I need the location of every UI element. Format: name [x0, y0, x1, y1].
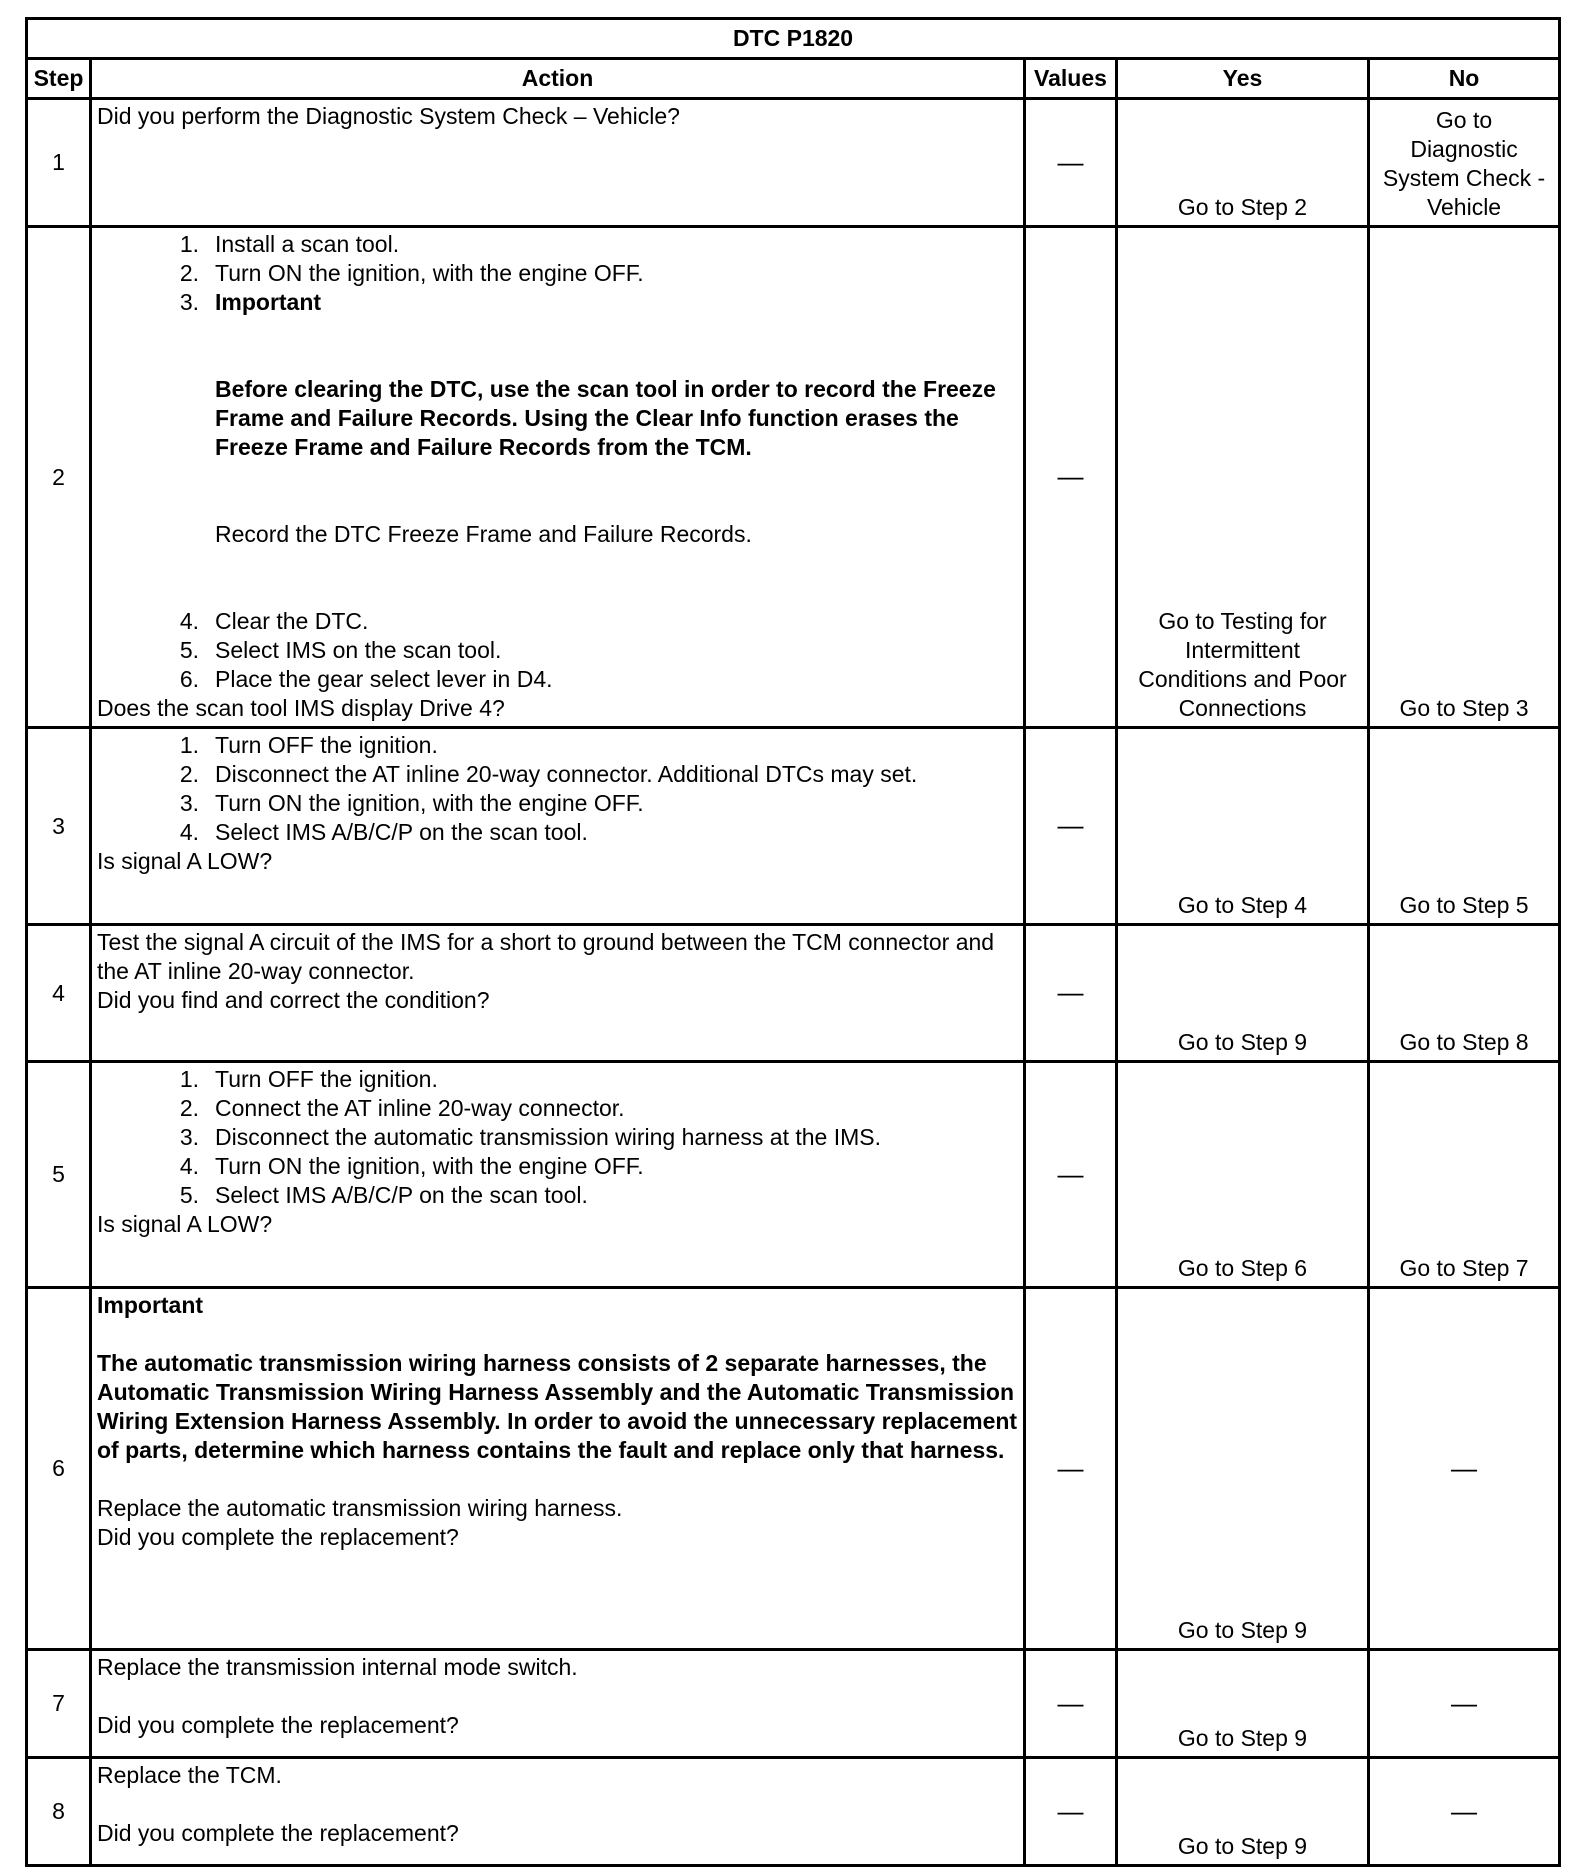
- no-cell: —: [1369, 1650, 1560, 1758]
- step-number: 1: [27, 99, 91, 227]
- action-text: Replace the transmission internal mode switch.: [97, 1654, 578, 1680]
- values-cell: —: [1025, 227, 1117, 728]
- yes-cell: Go to Step 2: [1117, 99, 1369, 227]
- values-cell: —: [1025, 1758, 1117, 1866]
- table-row: [27, 1288, 1560, 1650]
- values-cell: —: [1025, 1062, 1117, 1288]
- action-cell: [91, 1062, 1025, 1288]
- list-item: 1. Install a scan tool.: [179, 231, 400, 257]
- step-number: 7: [27, 1650, 91, 1758]
- list-item: 2. Disconnect the AT inline 20-way connector. Additional DTCs may set.: [179, 761, 918, 787]
- action-cell: [91, 1288, 1025, 1650]
- table-row: [27, 1650, 1560, 1758]
- step-number: 3: [27, 728, 91, 925]
- table-row: [27, 99, 1560, 227]
- header-row: [27, 59, 1560, 99]
- action-cell: [91, 1758, 1025, 1866]
- action-text: Test the signal A circuit of the IMS for a short to ground between the TCM connector and the AT inline 20-way connector.: [97, 929, 995, 984]
- important-note: Before clearing the DTC, use the scan tool in order to record the Freeze Frame and Failure Records. Using the Clear Info function erases the Freeze Frame and Failure Records from the TCM.: [215, 376, 996, 460]
- step-number: 6: [27, 1288, 91, 1650]
- list-item: 4. Turn ON the ignition, with the engine OFF.: [179, 1153, 644, 1179]
- values-dash: —: [1057, 146, 1084, 177]
- question-text: Does the scan tool IMS display Drive 4?: [97, 695, 505, 721]
- yes-cell: Go to Testing for Intermittent Conditions and Poor Connections: [1117, 227, 1369, 728]
- list-item: 5. Select IMS on the scan tool.: [179, 637, 502, 663]
- header-step: Step: [27, 59, 91, 99]
- table-row: [27, 925, 1560, 1062]
- list-item: 1. Turn OFF the ignition.: [179, 1066, 438, 1092]
- values-cell: —: [1025, 925, 1117, 1062]
- sub-instruction: Record the DTC Freeze Frame and Failure Records.: [215, 521, 752, 547]
- no-cell: Go to Step 8: [1369, 925, 1560, 1062]
- table-row: [27, 1062, 1560, 1288]
- step-number: 5: [27, 1062, 91, 1288]
- values-cell: —: [1025, 1288, 1117, 1650]
- table-row: [27, 1758, 1560, 1866]
- values-cell: —: [1025, 1650, 1117, 1758]
- no-cell: Go to Step 3: [1369, 227, 1560, 728]
- values-cell: [1025, 99, 1117, 227]
- no-cell: —: [1369, 1758, 1560, 1866]
- yes-cell: Go to Step 9: [1117, 925, 1369, 1062]
- step-number: 2: [27, 227, 91, 728]
- list-item: 5. Select IMS A/B/C/P on the scan tool.: [179, 1182, 588, 1208]
- action-steps: [97, 230, 1018, 317]
- yes-cell: Go to Step 4: [1117, 728, 1369, 925]
- table-row: [27, 227, 1560, 728]
- list-item: 6. Place the gear select lever in D4.: [179, 666, 553, 692]
- no-cell: Go to Step 7: [1369, 1062, 1560, 1288]
- no-cell: Go to Diagnostic System Check - Vehicle: [1369, 99, 1560, 227]
- action-cell: [91, 1650, 1025, 1758]
- table-title: DTC P1820: [27, 19, 1560, 59]
- no-cell: Go to Step 5: [1369, 728, 1560, 925]
- step-number: 4: [27, 925, 91, 1062]
- header-yes: Yes: [1117, 59, 1369, 99]
- question-text: Did you complete the replacement?: [97, 1524, 459, 1550]
- action-text: Replace the automatic transmission wiring harness.: [97, 1495, 623, 1521]
- header-action: Action: [91, 59, 1025, 99]
- no-cell: —: [1369, 1288, 1560, 1650]
- question-text: Did you find and correct the condition?: [97, 987, 490, 1013]
- question-text: Is signal A LOW?: [97, 848, 273, 874]
- action-steps: [97, 1065, 1018, 1210]
- question-text: Is signal A LOW?: [97, 1211, 273, 1237]
- header-values: Values: [1025, 59, 1117, 99]
- yes-cell: Go to Step 6: [1117, 1062, 1369, 1288]
- action-cell: [91, 925, 1025, 1062]
- action-cell: [91, 99, 1025, 227]
- important-label: Important: [97, 1292, 204, 1318]
- yes-cell: Go to Step 9: [1117, 1288, 1369, 1650]
- yes-cell: Go to Step 9: [1117, 1758, 1369, 1866]
- yes-cell: Go to Step 9: [1117, 1650, 1369, 1758]
- question-text: Did you complete the replacement?: [97, 1712, 459, 1738]
- dtc-table: [25, 17, 1561, 1867]
- action-text: Replace the TCM.: [97, 1762, 282, 1788]
- list-item: 3. Disconnect the automatic transmission wiring harness at the IMS.: [179, 1124, 882, 1150]
- list-item: 4. Select IMS A/B/C/P on the scan tool.: [179, 819, 588, 845]
- question-text: Did you complete the replacement?: [97, 1820, 459, 1846]
- list-item: 2. Connect the AT inline 20-way connector.: [179, 1095, 625, 1121]
- list-item: 1. Turn OFF the ignition.: [179, 732, 438, 758]
- values-cell: —: [1025, 728, 1117, 925]
- list-item: 2. Turn ON the ignition, with the engine OFF.: [179, 260, 644, 286]
- header-no: No: [1369, 59, 1560, 99]
- title-row: [27, 19, 1560, 59]
- list-item: 3. Turn ON the ignition, with the engine OFF.: [179, 790, 644, 816]
- action-steps: [97, 607, 1018, 694]
- step-number: 8: [27, 1758, 91, 1866]
- action-text: Did you perform the Diagnostic System Check – Vehicle?: [97, 103, 680, 129]
- list-item: 4. Clear the DTC.: [179, 608, 369, 634]
- list-item: 3. Important: [179, 289, 322, 315]
- table-row: [27, 728, 1560, 925]
- action-cell: [91, 728, 1025, 925]
- important-note: The automatic transmission wiring harness consists of 2 separate harnesses, the Automatic Transmission Wiring Harness Assembly and the Automatic Transmission Wiring Extension Harness Assembly. In order to avoid the unnecessary replacement of parts, determine which harness contains the fault and replace only that harness.: [97, 1350, 1018, 1463]
- action-steps: [97, 731, 1018, 847]
- action-cell: [91, 227, 1025, 728]
